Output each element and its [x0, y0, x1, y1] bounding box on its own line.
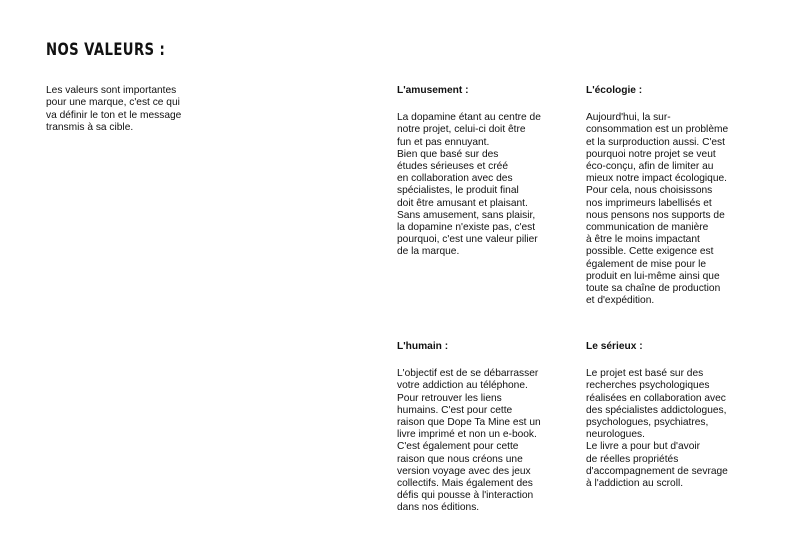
section-text-line: également de mise pour le [586, 258, 707, 270]
section-amusement [397, 85, 567, 259]
section-text-line: livre imprimé et non un e-book. [397, 429, 537, 441]
page-title: NOS VALEURS : [46, 40, 166, 60]
section-text-line: nos imprimeurs labellisés et [586, 197, 712, 209]
section-text-line: notre projet, celui-ci doit être [397, 124, 526, 136]
section-text-line: de la marque. [397, 246, 460, 258]
section-text-line: éco-conçu, afin de limiter au [586, 161, 714, 173]
section-text-line: études sérieuses et créé [397, 161, 508, 173]
section-text-line: raison que nous créons une [397, 453, 523, 465]
section-text-line: fun et pas ennuyant. [397, 136, 490, 148]
section-text-line: pourquoi, c'est une valeur pilier [397, 234, 538, 246]
section-text-line: Le livre a pour but d'avoir [586, 441, 701, 453]
section-text-line: L'objectif est de se débarrasser [397, 368, 539, 380]
section-text-line: recherches psychologiques [586, 380, 710, 392]
section-text-line: dans nos éditions. [397, 502, 480, 514]
section-text-line: pourquoi notre projet se veut [586, 148, 716, 160]
section-text-line: Aujourd'hui, la sur- [586, 112, 671, 124]
section-heading: L'humain : [397, 341, 449, 352]
intro-line: va définir le ton et le message [46, 109, 182, 121]
section-text-line: doit être amusant et plaisant. [397, 197, 528, 209]
section-text-line: Bien que basé sur des [397, 148, 499, 160]
section-text-line: et la surproduction aussi. C'est [586, 136, 725, 148]
section-text-line: de réelles propriétés [586, 453, 679, 465]
section-text-line: C'est également pour cette [397, 441, 519, 453]
section-text-line: et d'expédition. [586, 295, 655, 307]
section-text-line: mieux notre impact écologique. [586, 173, 728, 185]
section-text-line: à l'addiction au scroll. [586, 478, 684, 490]
intro-line: pour une marque, c'est ce qui [46, 97, 180, 109]
section-text-line: consommation est un problème [586, 124, 729, 136]
section-text-line: la dopamine n'existe pas, c'est [397, 222, 536, 234]
section-text-line: La dopamine étant au centre de [397, 112, 541, 124]
section-heading: L'amusement : [397, 85, 469, 96]
section-text-line: psychologues, psychiatres, [586, 417, 709, 429]
intro-paragraph [46, 85, 216, 135]
intro-line: Les valeurs sont importantes [46, 85, 177, 96]
section-text-line: neurologues. [586, 429, 645, 441]
section-text-line: des spécialistes addictologues, [586, 404, 727, 416]
intro-line: transmis à sa cible. [46, 122, 134, 134]
section-humain [397, 341, 567, 515]
section-heading: Le sérieux : [586, 341, 643, 352]
section-text-line: spécialistes, le produit final [397, 185, 519, 197]
section-text-line: Sans amusement, sans plaisir, [397, 209, 536, 221]
section-text-line: communication de manière [586, 222, 709, 234]
section-text-line: toute sa chaîne de production [586, 283, 721, 295]
section-text-line: raison que Dope Ta Mine est un [397, 417, 541, 429]
section-text-line: produit en lui-même ainsi que [586, 270, 720, 282]
section-text-line: collectifs. Mais également des [397, 478, 533, 490]
section-text-line: défis qui pousse à l'interaction [397, 490, 534, 502]
section-text-line: votre addiction au téléphone. [397, 380, 528, 392]
section-text-line: en collaboration avec des [397, 173, 513, 185]
section-text-line: nous pensons nos supports de [586, 209, 725, 221]
section-text-line: réalisées en collaboration avec [586, 392, 726, 404]
section-text-line: possible. Cette exigence est [586, 246, 714, 258]
section-text-line: d'accompagnement de sevrage [586, 465, 728, 477]
section-text-line: humains. C'est pour cette [397, 404, 513, 416]
section-text-line: version voyage avec des jeux [397, 465, 531, 477]
section-serieux [586, 341, 756, 490]
section-ecologie [586, 85, 756, 307]
section-heading: L'écologie : [586, 85, 643, 96]
section-text-line: Pour retrouver les liens [397, 392, 502, 404]
section-text-line: à être le moins impactant [586, 234, 700, 246]
section-text-line: Le projet est basé sur des [586, 368, 704, 380]
section-text-line: Pour cela, nous choisissons [586, 185, 713, 197]
